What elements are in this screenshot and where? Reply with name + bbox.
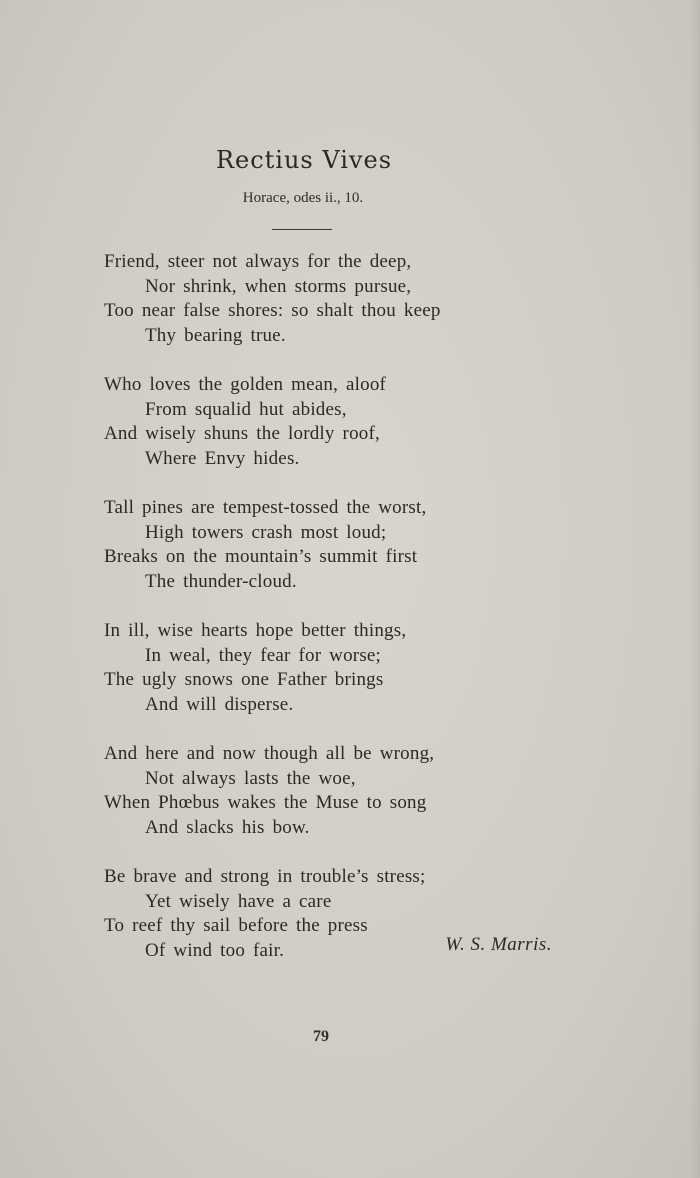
poem-line: When Phœbus wakes the Muse to song [104,792,427,813]
poem-line: And will disperse. [145,693,294,715]
poem-title: Rectius Vives [215,146,393,174]
poem-source: Horace, odes ii., 10. [242,190,364,206]
poem-line: Friend, steer not always for the deep, [104,251,412,272]
poem-line: Tall pines are tempest-tossed the worst, [104,497,427,518]
poem-line: Too near false shores: so shalt thou keep [104,300,441,321]
poem-line: Thy bearing true. [145,324,286,346]
poem-line: The thunder-cloud. [145,570,297,592]
poem-line: High towers crash most loud; [145,521,387,543]
poem-line: To reef thy sail before the press [104,915,368,936]
poem-line: Who loves the golden mean, aloof [104,374,387,395]
poem-line: In ill, wise hearts hope better things, [104,620,407,641]
stanza-3 [104,496,574,594]
poem-line: The ugly snows one Father brings [104,669,384,690]
stanza-2 [104,373,574,471]
poem-line: In weal, they fear for worse; [145,644,382,666]
poem-line: And here and now though all be wrong, [104,743,435,764]
stanza-1 [104,250,574,348]
poem-line: Breaks on the mountain’s summit first [104,546,418,567]
stanza-5 [104,742,574,840]
poem-line: From squalid hut abides, [145,398,347,420]
poem-line: Where Envy hides. [145,447,300,469]
poem-line: Yet wisely have a care [145,890,332,912]
poem-line: Of wind too fair. [145,939,285,961]
author-signature: W. S. Marris. [445,934,552,955]
title-divider [272,229,332,230]
poem-line: And slacks his bow. [145,816,310,838]
page-edge-shadow [690,0,700,1178]
poem-line: And wisely shuns the lordly roof, [104,423,380,444]
poem-line: Be brave and strong in trouble’s stress; [104,866,426,887]
stanza-4 [104,619,574,717]
poem-line: Not always lasts the woe, [145,767,356,789]
poem-line: Nor shrink, when storms pursue, [145,275,412,297]
poem-body [104,250,574,963]
page-number: 79 [313,1028,329,1045]
